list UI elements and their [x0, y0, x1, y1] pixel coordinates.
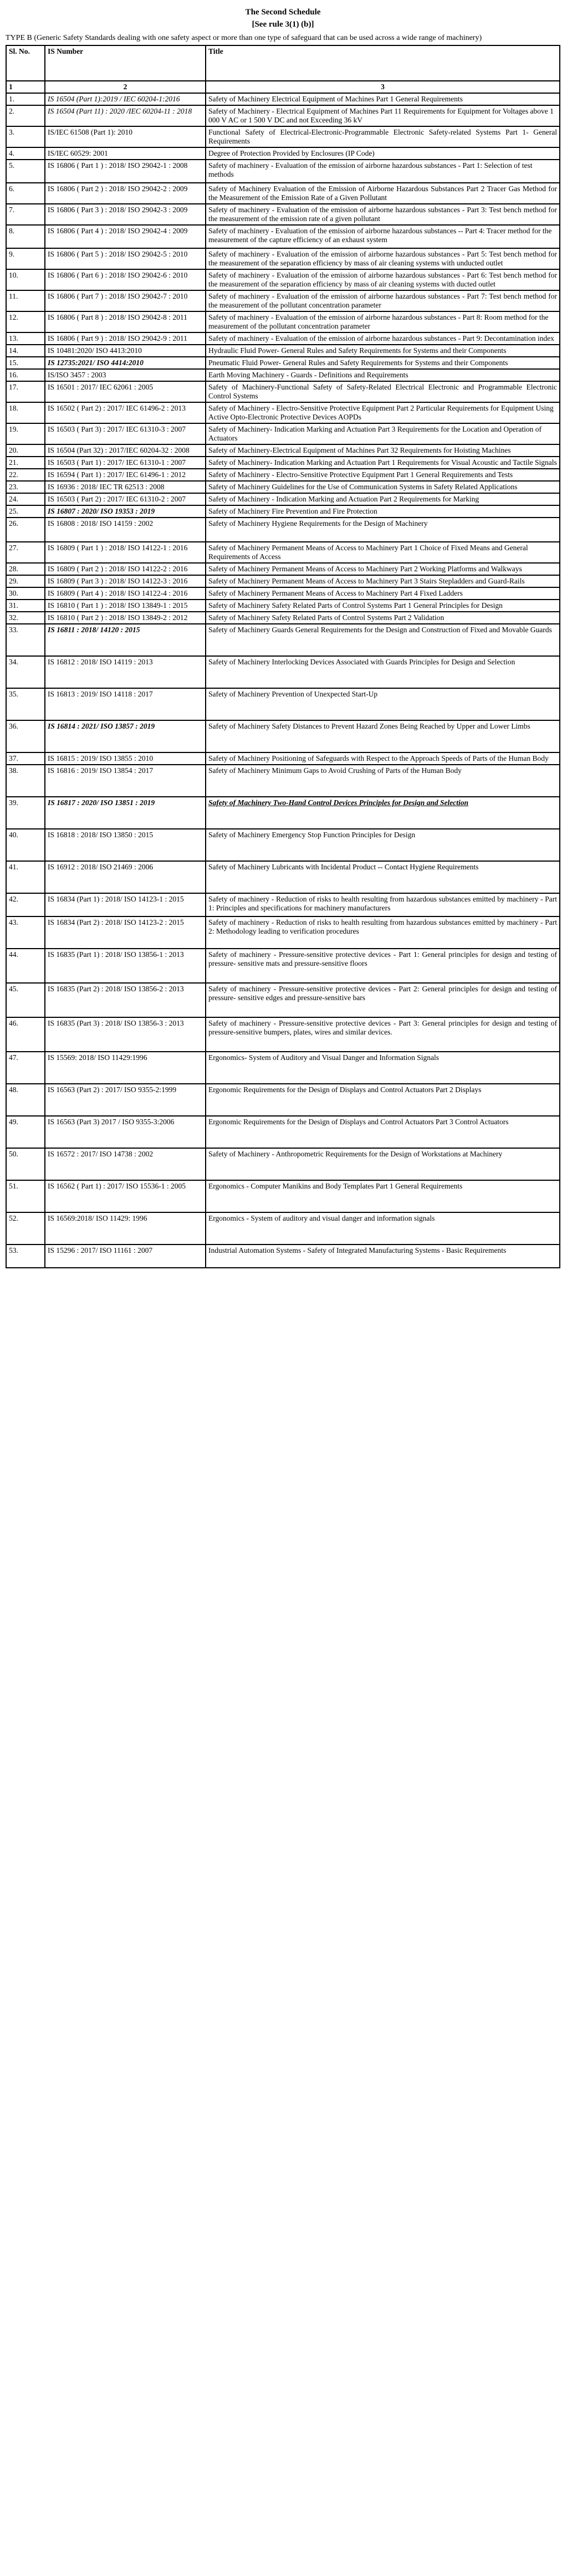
row-sl-no: 48.: [6, 1084, 45, 1116]
row-is-number: IS 16808 : 2018/ ISO 14159 : 2002: [45, 518, 206, 542]
row-sl-no: 14.: [6, 345, 45, 357]
row-is-number: IS 16806 ( Part 4 ) : 2018/ ISO 29042-4 : 2009: [45, 225, 206, 248]
row-sl-no: 19.: [6, 423, 45, 444]
row-title: Safety of Machinery Positioning of Safeguards with Respect to the Approach Speeds of Parts of the Human Body: [206, 752, 560, 765]
row-title: Safety of machinery - Evaluation of the emission of airborne hazardous substances - Part 7: Test bench method for the measurement of the pollutant concentration parameter: [206, 290, 560, 311]
row-title: Safety of Machinery Prevention of Unexpected Start-Up: [206, 688, 560, 720]
table-row: [6, 204, 560, 225]
row-sl-no: 7.: [6, 204, 45, 225]
row-sl-no: 37.: [6, 752, 45, 765]
table-row: [6, 600, 560, 612]
row-is-number: IS 16818 : 2018/ ISO 13850 : 2015: [45, 829, 206, 861]
row-title: Ergonomics- System of Auditory and Visual Danger and Information Signals: [206, 1052, 560, 1084]
row-is-number: IS 16835 (Part 3) : 2018/ ISO 13856-3 : 2013: [45, 1017, 206, 1052]
row-sl-no: 31.: [6, 600, 45, 612]
row-sl-no: 18.: [6, 402, 45, 423]
row-sl-no: 21.: [6, 457, 45, 469]
table-row: [6, 147, 560, 160]
row-title: Safety of Machinery Safety Distances to Prevent Hazard Zones Being Reached by Upper and Lower Limbs: [206, 720, 560, 752]
row-is-number: IS 16936 : 2018/ IEC TR 62513 : 2008: [45, 481, 206, 493]
row-title: Earth Moving Machinery - Guards - Definitions and Requirements: [206, 369, 560, 381]
row-sl-no: 45.: [6, 983, 45, 1017]
row-is-number: IS 16594 ( Part 1) : 2017/ IEC 61496-1 : 2012: [45, 469, 206, 481]
table-row: [6, 381, 560, 402]
row-is-number: IS 16806 ( Part 5 ) : 2018/ ISO 29042-5 : 2010: [45, 248, 206, 269]
row-sl-no: 40.: [6, 829, 45, 861]
table-row: [6, 423, 560, 444]
row-is-number: IS 16835 (Part 2) : 2018/ ISO 13856-2 : 2013: [45, 983, 206, 1017]
row-title: Safety of Machinery-Functional Safety of Safety-Related Electrical Electronic and Programmable Electronic Control Systems: [206, 381, 560, 402]
table-row: [6, 269, 560, 290]
row-is-number: IS 16809 ( Part 3 ) : 2018/ ISO 14122-3 : 2016: [45, 575, 206, 587]
row-sl-no: 15.: [6, 357, 45, 369]
table-row: [6, 345, 560, 357]
table-row: [6, 563, 560, 575]
row-title: Safety of Machinery - Anthropometric Requirements for the Design of Workstations at Machinery: [206, 1148, 560, 1180]
row-sl-no: 20.: [6, 444, 45, 457]
row-is-number: IS 16806 ( Part 1 ) : 2018/ ISO 29042-1 : 2008: [45, 160, 206, 183]
row-sl-no: 32.: [6, 612, 45, 624]
row-is-number: IS 16806 ( Part 2 ) : 2018/ ISO 29042-2 : 2009: [45, 183, 206, 204]
table-row: [6, 1116, 560, 1148]
row-is-number: IS/ISO 3457 : 2003: [45, 369, 206, 381]
row-is-number: IS 16815 : 2019/ ISO 13855 : 2010: [45, 752, 206, 765]
row-sl-no: 2.: [6, 105, 45, 126]
table-row: [6, 493, 560, 505]
row-title: Safety of Machinery Safety Related Parts of Control Systems Part 1 General Principles for Design: [206, 600, 560, 612]
row-title: Safety of Machinery Lubricants with Incidental Product -- Contact Hygiene Requirements: [206, 861, 560, 893]
row-title: Safety of machinery - Pressure-sensitive protective devices - Part 2: General principles for design and testing of pressure- sensitive edges and pressure-sensitive bars: [206, 983, 560, 1017]
row-title: Safety of machinery - Pressure-sensitive protective devices - Part 3: General principles for design and testing of pressure-sensitive bumpers, plates, wires and similar devices.: [206, 1017, 560, 1052]
row-is-number: IS 16806 ( Part 6 ) : 2018/ ISO 29042-6 : 2010: [45, 269, 206, 290]
row-sl-no: 23.: [6, 481, 45, 493]
row-sl-no: 6.: [6, 183, 45, 204]
table-row: [6, 587, 560, 600]
row-sl-no: 26.: [6, 518, 45, 542]
column-number-1: 1: [6, 81, 45, 93]
row-title: Ergonomics - Computer Manikins and Body Templates Part 1 General Requirements: [206, 1180, 560, 1212]
row-is-number: IS 16809 ( Part 4 ) : 2018/ ISO 14122-4 : 2016: [45, 587, 206, 600]
row-title: Safety of Machinery Two-Hand Control Devices Principles for Design and Selection: [206, 797, 560, 829]
table-row: [6, 469, 560, 481]
row-sl-no: 34.: [6, 656, 45, 688]
column-number-row: [6, 81, 560, 93]
row-sl-no: 24.: [6, 493, 45, 505]
row-is-number: IS 16834 (Part 1) : 2018/ ISO 14123-1 : 2015: [45, 893, 206, 916]
row-title: Safety of Machinery Electrical Equipment of Machines Part 1 General Requirements: [206, 93, 560, 105]
row-sl-no: 53.: [6, 1245, 45, 1268]
row-sl-no: 42.: [6, 893, 45, 916]
row-is-number: IS 10481:2020/ ISO 4413:2010: [45, 345, 206, 357]
table-row: [6, 402, 560, 423]
row-sl-no: 43.: [6, 916, 45, 949]
table-row: [6, 612, 560, 624]
table-row: [6, 916, 560, 949]
table-row: [6, 575, 560, 587]
row-title: Safety of Machinery - Electro-Sensitive Protective Equipment Part 2 Particular Requirements for Equipment Using Active Opto-Electronic Protective Devices AOPDs: [206, 402, 560, 423]
row-title: Safety of machinery - Evaluation of the emission of airborne hazardous substances - Part 9: Decontamination index: [206, 332, 560, 345]
row-sl-no: 10.: [6, 269, 45, 290]
row-sl-no: 36.: [6, 720, 45, 752]
table-row: [6, 720, 560, 752]
row-title: Safety of Machinery Permanent Means of Access to Machinery Part 4 Fixed Ladders: [206, 587, 560, 600]
table-row: [6, 1052, 560, 1084]
table-row: [6, 829, 560, 861]
row-is-number: IS/IEC 60529: 2001: [45, 147, 206, 160]
row-title: Safety of Machinery Evaluation of the Emission of Airborne Hazardous Substances Part 2 Tracer Gas Method for the Measurement of the Emission Rate of a Given Pollutant: [206, 183, 560, 204]
standards-table: [6, 45, 560, 1268]
row-is-number: IS 16563 (Part 2) : 2017/ ISO 9355-2:1999: [45, 1084, 206, 1116]
row-sl-no: 44.: [6, 949, 45, 983]
row-title: Safety of machinery - Evaluation of the emission of airborne hazardous substances - Part 3: Test bench method for the measurement of the emission rate of a given pollutant: [206, 204, 560, 225]
row-title: Ergonomic Requirements for the Design of Displays and Control Actuators Part 3 Control Actuators: [206, 1116, 560, 1148]
row-is-number: IS 16569:2018/ ISO 11429: 1996: [45, 1212, 206, 1245]
row-sl-no: 39.: [6, 797, 45, 829]
row-title: Ergonomics - System of auditory and visual danger and information signals: [206, 1212, 560, 1245]
row-sl-no: 4.: [6, 147, 45, 160]
table-row: [6, 369, 560, 381]
row-title: Safety of machinery - Reduction of risks to health resulting from hazardous substances emitted by machinery - Part 1: Principles and specifications for machinery manufacturers: [206, 893, 560, 916]
row-sl-no: 29.: [6, 575, 45, 587]
row-sl-no: 1.: [6, 93, 45, 105]
table-row: [6, 949, 560, 983]
row-title: Safety of Machinery Emergency Stop Function Principles for Design: [206, 829, 560, 861]
table-row: [6, 332, 560, 345]
row-sl-no: 27.: [6, 542, 45, 563]
row-is-number: IS 16810 ( Part 1 ) : 2018/ ISO 13849-1 : 2015: [45, 600, 206, 612]
row-sl-no: 41.: [6, 861, 45, 893]
table-row: [6, 93, 560, 105]
row-sl-no: 9.: [6, 248, 45, 269]
row-is-number: IS 16572 : 2017/ ISO 14738 : 2002: [45, 1148, 206, 1180]
table-row: [6, 290, 560, 311]
row-is-number: IS 16806 ( Part 8 ) : 2018/ ISO 29042-8 : 2011: [45, 311, 206, 332]
row-title: Safety of Machinery Permanent Means of Access to Machinery Part 3 Stairs Stepladders and Guard-Rails: [206, 575, 560, 587]
table-row: [6, 105, 560, 126]
schedule-title: The Second Schedule: [245, 8, 321, 17]
row-sl-no: 13.: [6, 332, 45, 345]
row-is-number: IS 16809 ( Part 1 ) : 2018/ ISO 14122-1 : 2016: [45, 542, 206, 563]
table-header-row: [6, 45, 560, 81]
row-is-number: IS 16814 : 2021/ ISO 13857 : 2019: [45, 720, 206, 752]
table-row: [6, 861, 560, 893]
row-sl-no: 3.: [6, 126, 45, 147]
header-title: Title: [206, 45, 560, 81]
row-is-number: IS 16502 ( Part 2) : 2017/ IEC 61496-2 : 2013: [45, 402, 206, 423]
row-title: Safety of machinery - Pressure-sensitive protective devices - Part 1: General principles for design and testing of pressure- sensitive mats and pressure-sensitive floors: [206, 949, 560, 983]
table-row: [6, 160, 560, 183]
row-is-number: IS 16504 (Part 1):2019 / IEC 60204-1:2016: [45, 93, 206, 105]
table-row: [6, 624, 560, 656]
table-row: [6, 1180, 560, 1212]
row-title: Hydraulic Fluid Power- General Rules and Safety Requirements for Systems and their Components: [206, 345, 560, 357]
row-is-number: IS 16816 : 2019/ ISO 13854 : 2017: [45, 765, 206, 797]
row-sl-no: 22.: [6, 469, 45, 481]
row-is-number: IS 16806 ( Part 9 ) : 2018/ ISO 29042-9 : 2011: [45, 332, 206, 345]
row-is-number: IS 16503 ( Part 3) : 2017/ IEC 61310-3 : 2007: [45, 423, 206, 444]
row-title: Pneumatic Fluid Power- General Rules and Safety Requirements for Systems and their Components: [206, 357, 560, 369]
row-is-number: IS 16811 : 2018/ 14120 : 2015: [45, 624, 206, 656]
row-sl-no: 17.: [6, 381, 45, 402]
column-number-3: 3: [206, 81, 560, 93]
table-row: [6, 1245, 560, 1268]
table-row: [6, 797, 560, 829]
table-row: [6, 1017, 560, 1052]
row-is-number: IS 16503 ( Part 1) : 2017/ IEC 61310-1 : 2007: [45, 457, 206, 469]
row-is-number: IS 16835 (Part 1) : 2018/ ISO 13856-1 : 2013: [45, 949, 206, 983]
row-title: Safety of Machinery-Electrical Equipment of Machines Part 32 Requirements for Hoisting Machines: [206, 444, 560, 457]
table-row: [6, 505, 560, 518]
row-is-number: IS 16810 ( Part 2 ) : 2018/ ISO 13849-2 : 2012: [45, 612, 206, 624]
row-title: Safety of Machinery Hygiene Requirements for the Design of Machinery: [206, 518, 560, 542]
row-sl-no: 33.: [6, 624, 45, 656]
header-sl-no: Sl. No.: [6, 45, 45, 81]
table-row: [6, 457, 560, 469]
row-sl-no: 8.: [6, 225, 45, 248]
row-is-number: IS 16912 : 2018/ ISO 21469 : 2006: [45, 861, 206, 893]
row-title: Safety of Machinery Guards General Requirements for the Design and Construction of Fixed and Movable Guards: [206, 624, 560, 656]
row-title: Safety of machinery - Evaluation of the emission of airborne hazardous substances - Part 5: Test bench method for the measurement of the separation efficiency by mass of air cleaning systems with unducted outlet: [206, 248, 560, 269]
row-is-number: IS 12735:2021/ ISO 4414:2010: [45, 357, 206, 369]
column-number-2: 2: [45, 81, 206, 93]
table-row: [6, 656, 560, 688]
row-sl-no: 28.: [6, 563, 45, 575]
row-is-number: IS 16813 : 2019/ ISO 14118 : 2017: [45, 688, 206, 720]
table-row: [6, 183, 560, 204]
row-is-number: IS 15296 : 2017/ ISO 11161 : 2007: [45, 1245, 206, 1268]
table-body: [6, 93, 560, 1268]
row-title: Safety of Machinery Guidelines for the Use of Communication Systems in Safety Related Applications: [206, 481, 560, 493]
schedule-intro: TYPE B (Generic Safety Standards dealing with one safety aspect or more than one type of safeguard that can be used across a wide range of machinery): [6, 34, 482, 42]
row-is-number: IS 16503 ( Part 2) : 2017/ IEC 61310-2 : 2007: [45, 493, 206, 505]
table-row: [6, 688, 560, 720]
row-title: Safety of Machinery Interlocking Devices Associated with Guards Principles for Design and Selection: [206, 656, 560, 688]
row-title: Safety of Machinery - Electrical Equipment of Machines Part 11 Requirements for Equipment for Voltages above 1 000 V AC or 1 500 V DC and not Exceeding 36 kV: [206, 105, 560, 126]
row-title: Safety of Machinery Safety Related Parts of Control Systems Part 2 Validation: [206, 612, 560, 624]
row-is-number: IS 16806 ( Part 3 ) : 2018/ ISO 29042-3 : 2009: [45, 204, 206, 225]
row-title: Functional Safety of Electrical-Electronic-Programmable Electronic Safety-related Systems Part 1- General Requirements: [206, 126, 560, 147]
row-sl-no: 52.: [6, 1212, 45, 1245]
schedule-subtitle: [See rule 3(1) (b)]: [252, 20, 314, 29]
row-is-number: IS 16812 : 2018/ ISO 14119 : 2013: [45, 656, 206, 688]
row-sl-no: 50.: [6, 1148, 45, 1180]
row-sl-no: 5.: [6, 160, 45, 183]
row-is-number: IS 16504 (Part 32) : 2017/IEC 60204-32 : 2008: [45, 444, 206, 457]
table-row: [6, 765, 560, 797]
row-sl-no: 25.: [6, 505, 45, 518]
row-sl-no: 35.: [6, 688, 45, 720]
row-title: Safety of machinery - Evaluation of the emission of airborne hazardous substances - Part 1: Selection of test methods: [206, 160, 560, 183]
row-sl-no: 51.: [6, 1180, 45, 1212]
table-row: [6, 225, 560, 248]
row-is-number: IS 16501 : 2017/ IEC 62061 : 2005: [45, 381, 206, 402]
table-row: [6, 444, 560, 457]
table-row: [6, 248, 560, 269]
row-is-number: IS 16817 : 2020/ ISO 13851 : 2019: [45, 797, 206, 829]
header-is-number: IS Number: [45, 45, 206, 81]
table-row: [6, 1084, 560, 1116]
row-sl-no: 11.: [6, 290, 45, 311]
row-sl-no: 47.: [6, 1052, 45, 1084]
row-title: Safety of Machinery Fire Prevention and Fire Protection: [206, 505, 560, 518]
row-sl-no: 30.: [6, 587, 45, 600]
document-page: [0, 0, 567, 1268]
row-sl-no: 16.: [6, 369, 45, 381]
row-is-number: IS 16504 (Part 11) : 2020 /IEC 60204-11 : 2018: [45, 105, 206, 126]
table-row: [6, 311, 560, 332]
row-is-number: IS 16806 ( Part 7 ) : 2018/ ISO 29042-7 : 2010: [45, 290, 206, 311]
table-row: [6, 1212, 560, 1245]
row-is-number: IS/IEC 61508 (Part 1): 2010: [45, 126, 206, 147]
row-title: Safety of Machinery - Electro-Sensitive Protective Equipment Part 1 General Requirements and Tests: [206, 469, 560, 481]
table-row: [6, 752, 560, 765]
row-title: Safety of Machinery- Indication Marking and Actuation Part 3 Requirements for the Location and Operation of Actuators: [206, 423, 560, 444]
table-row: [6, 542, 560, 563]
row-title: Safety of Machinery - Indication Marking and Actuation Part 2 Requirements for Marking: [206, 493, 560, 505]
row-is-number: IS 16807 : 2020/ ISO 19353 : 2019: [45, 505, 206, 518]
table-row: [6, 983, 560, 1017]
row-title: Degree of Protection Provided by Enclosures (IP Code): [206, 147, 560, 160]
row-title: Industrial Automation Systems - Safety of Integrated Manufacturing Systems - Basic Requirements: [206, 1245, 560, 1268]
row-is-number: IS 15569: 2018/ ISO 11429:1996: [45, 1052, 206, 1084]
row-title: Safety of machinery - Evaluation of the emission of airborne hazardous substances - Part 6: Test bench method for the measurement of the separation efficiency by mass of air cleaning systems with ducted outlet: [206, 269, 560, 290]
row-is-number: IS 16563 (Part 3) 2017 / ISO 9355-3:2006: [45, 1116, 206, 1148]
row-is-number: IS 16809 ( Part 2 ) : 2018/ ISO 14122-2 : 2016: [45, 563, 206, 575]
row-title: Safety of Machinery Minimum Gaps to Avoid Crushing of Parts of the Human Body: [206, 765, 560, 797]
row-title: Safety of Machinery Permanent Means of Access to Machinery Part 1 Choice of Fixed Means and General Requirements of Access: [206, 542, 560, 563]
row-sl-no: 49.: [6, 1116, 45, 1148]
row-is-number: IS 16834 (Part 2) : 2018/ ISO 14123-2 : 2015: [45, 916, 206, 949]
row-title: Safety of machinery - Evaluation of the emission of airborne hazardous substances - Part 8: Room method for the measurement of the pollutant concentration parameter: [206, 311, 560, 332]
row-sl-no: 46.: [6, 1017, 45, 1052]
row-title: Safety of Machinery- Indication Marking and Actuation Part 1 Requirements for Visual Acoustic and Tactile Signals: [206, 457, 560, 469]
row-is-number: IS 16562 ( Part 1) : 2017/ ISO 15536-1 : 2005: [45, 1180, 206, 1212]
table-row: [6, 518, 560, 542]
table-row: [6, 357, 560, 369]
row-title: Safety of machinery - Reduction of risks to health resulting from hazardous substances emitted by machinery - Part 2: Methodology leading to verification procedures: [206, 916, 560, 949]
table-row: [6, 893, 560, 916]
row-sl-no: 12.: [6, 311, 45, 332]
table-row: [6, 1148, 560, 1180]
row-title: Ergonomic Requirements for the Design of Displays and Control Actuators Part 2 Displays: [206, 1084, 560, 1116]
row-sl-no: 38.: [6, 765, 45, 797]
table-row: [6, 481, 560, 493]
row-title: Safety of Machinery Permanent Means of Access to Machinery Part 2 Working Platforms and Walkways: [206, 563, 560, 575]
row-title: Safety of machinery - Evaluation of the emission of airborne hazardous substances -- Part 4: Tracer method for the measurement of the capture efficiency of an exhaust system: [206, 225, 560, 248]
table-row: [6, 126, 560, 147]
